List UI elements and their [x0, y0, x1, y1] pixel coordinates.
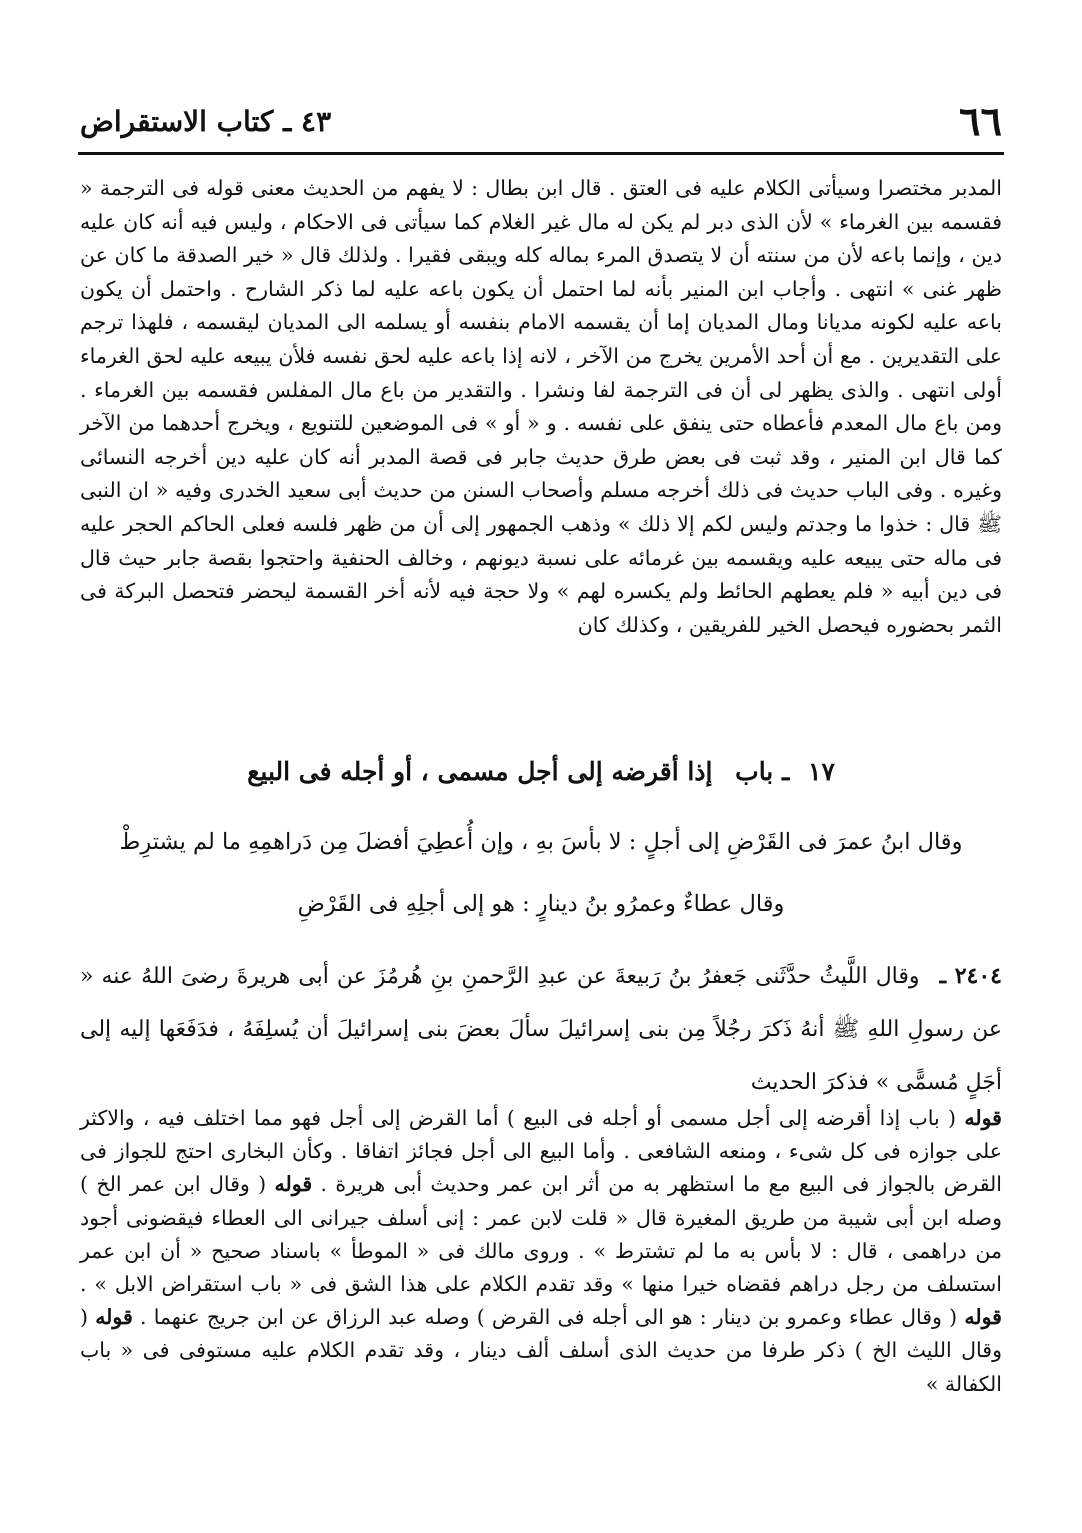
- page-header: [80, 98, 1002, 146]
- commentary-paragraph-bottom: [80, 1102, 1002, 1401]
- hadith-text: وقال اللَّيثُ حدَّثَنى جَعفرُ بنُ رَبيعةَ عن عبدِ الرَّحمنِ بنِ هُرمُزَ عن أبى هريرةَ رضىَ اللهُ عنه « عن رسولِ اللهِ ﷺ أنهُ ذَكرَ رجُلاً مِن بنى إسرائيلَ سألَ بعضَ بنى إسرائيلَ أن يُسلِفَهُ ، فدَفَعَها إليه إلى أجَلٍ مُسمًّى » فذكرَ الحديث: [80, 964, 1002, 1095]
- commentary-paragraph-top: المدبر مختصرا وسيأتى الكلام عليه فى العتق . قال ابن بطال : لا يفهم من الحديث معنى قوله فى الترجمة « فقسمه بين الغرماء » لأن الذى دبر لم يكن له مال غير الغلام كما سيأتى فى الاحكام ، وليس فيه أنه كان عليه دين ، وإنما باعه لأن من سنته أن لا يتصدق المرء بماله كله ويبقى فقيرا . ولذلك قال « خير الصدقة ما كان عن ظهر غنى » انتهى . وأجاب ابن المنير بأنه لما احتمل أن يكون باعه عليه لما ذكر الشارح . واحتمل أن يكون باعه عليه لكونه مديانا ومال المديان إما أن يقسمه الامام بنفسه أو يسلمه الى المديان ليقسمه ، فلهذا ترجم على التقديرين . مع أن أحد الأمرين يخرج من الآخر ، لانه إذا باعه عليه لحق نفسه فلأن يبيعه عليه لحق الغرماء أولى انتهى . والذى يظهر لى أن فى الترجمة لفا ونشرا . والتقدير من باع مال المفلس فقسمه بين الغرماء . ومن باع مال المعدم فأعطاه حتى ينفق على نفسه . و « أو » فى الموضعين للتنويع ، ويخرج أحدهما من الآخر كما قال ابن المنير ، وقد ثبت فى بعض طرق حديث جابر فى قصة المدبر أنه كان عليه دين أخرجه النسائى وغيره . وفى الباب حديث فى ذلك أخرجه مسلم وأصحاب السنن من حديث أبى سعيد الخدرى وفيه « ان النبى ﷺ قال : خذوا ما وجدتم وليس لكم إلا ذلك » وذهب الجمهور إلى أن من ظهر فلسه فعلى الحاكم الحجر عليه فى ماله حتى يبيعه عليه ويقسمه بين غرمائه على نسبة ديونهم ، وخالف الحنفية واحتجوا بقصة جابر حيث قال فى دين أبيه « فلم يعطهم الحائط ولم يكسره لهم » ولا حجة فيه لأنه أخر القسمة ليحضر فتحصل البركة فى الثمر بحضوره فيحصل الخير للفريقين ، وكذلك كان: [80, 176, 1002, 637]
- commentary-keyword: قوله: [95, 1305, 133, 1330]
- chapter-number: ١٧: [808, 757, 835, 786]
- quote-ata-amr: وقال عطاءٌ وعمرُو بنُ دينارٍ : هو إلى أجلِهِ فى القَرْضِ: [297, 891, 785, 917]
- quote-ibn-umar: وقال ابنُ عمرَ فى القَرْضِ إلى أجلٍ : لا بأسَ بهِ ، وإن أُعطِيَ أفضلَ مِن دَراهمِهِ ما لم يشترِطْ: [119, 829, 963, 855]
- commentary-segment: ( وقال الليث الخ ) ذكر طرفا من حديث الذى أسلف ألف دينار ، وقد تقدم الكلام عليه مستوفى فى « باب الكفالة »: [80, 1305, 1002, 1396]
- hadith-text-block: [80, 950, 1002, 1109]
- chapter-bab-label: ـ باب: [735, 757, 790, 786]
- chapter-running-title: ٤٣ ـ كتاب الاستقراض: [80, 105, 332, 138]
- hadith-number: ٢٤٠٤ ـ: [939, 963, 1002, 989]
- commentary-keyword: قوله: [274, 1172, 313, 1197]
- commentary-segment: ( باب إذا أقرضه إلى أجل مسمى أو أجله فى البيع ) أما القرض إلى أجل فهو مما اختلف فيه ، والاكثر على جوازه فى كل شىء ، ومنعه الشافعى . وأما البيع الى أجل فجائز اتفاقا . وكأن البخارى احتج للجواز فى القرض بالجواز فى البيع مع ما استظهر به من أثر ابن عمر وحديث أبى هريرة .: [80, 1106, 1002, 1197]
- header-divider: [78, 152, 1004, 155]
- chapter-title: إذا أقرضه إلى أجل مسمى ، أو أجله فى البيع: [247, 757, 713, 786]
- commentary-segment: ( وقال ابن عمر الخ ) وصله ابن أبى شيبة من طريق المغيرة قال « قلت لابن عمر : إنى أسلف جيرانى الى العطاء فيقضونى أجود من دراهمى ، قال : لا بأس به ما لم تشترط » . وروى مالك فى « الموطأ » باسناد صحيح « أن ابن عمر استسلف من رجل دراهم فقضاه خيرا منها » وقد تقدم الكلام على هذا الشق فى « باب استقراض الابل » .: [80, 1172, 1002, 1297]
- page-number: ٦٦: [959, 98, 1002, 145]
- commentary-keyword: قوله: [964, 1305, 1002, 1330]
- commentary-keyword: قوله: [964, 1106, 1002, 1130]
- chapter-heading: [80, 752, 1002, 792]
- commentary-segment: ( وقال عطاء وعمرو بن دينار : هو الى أجله فى القرض ) وصله عبد الرزاق عن ابن جريج عنهما .: [140, 1305, 958, 1330]
